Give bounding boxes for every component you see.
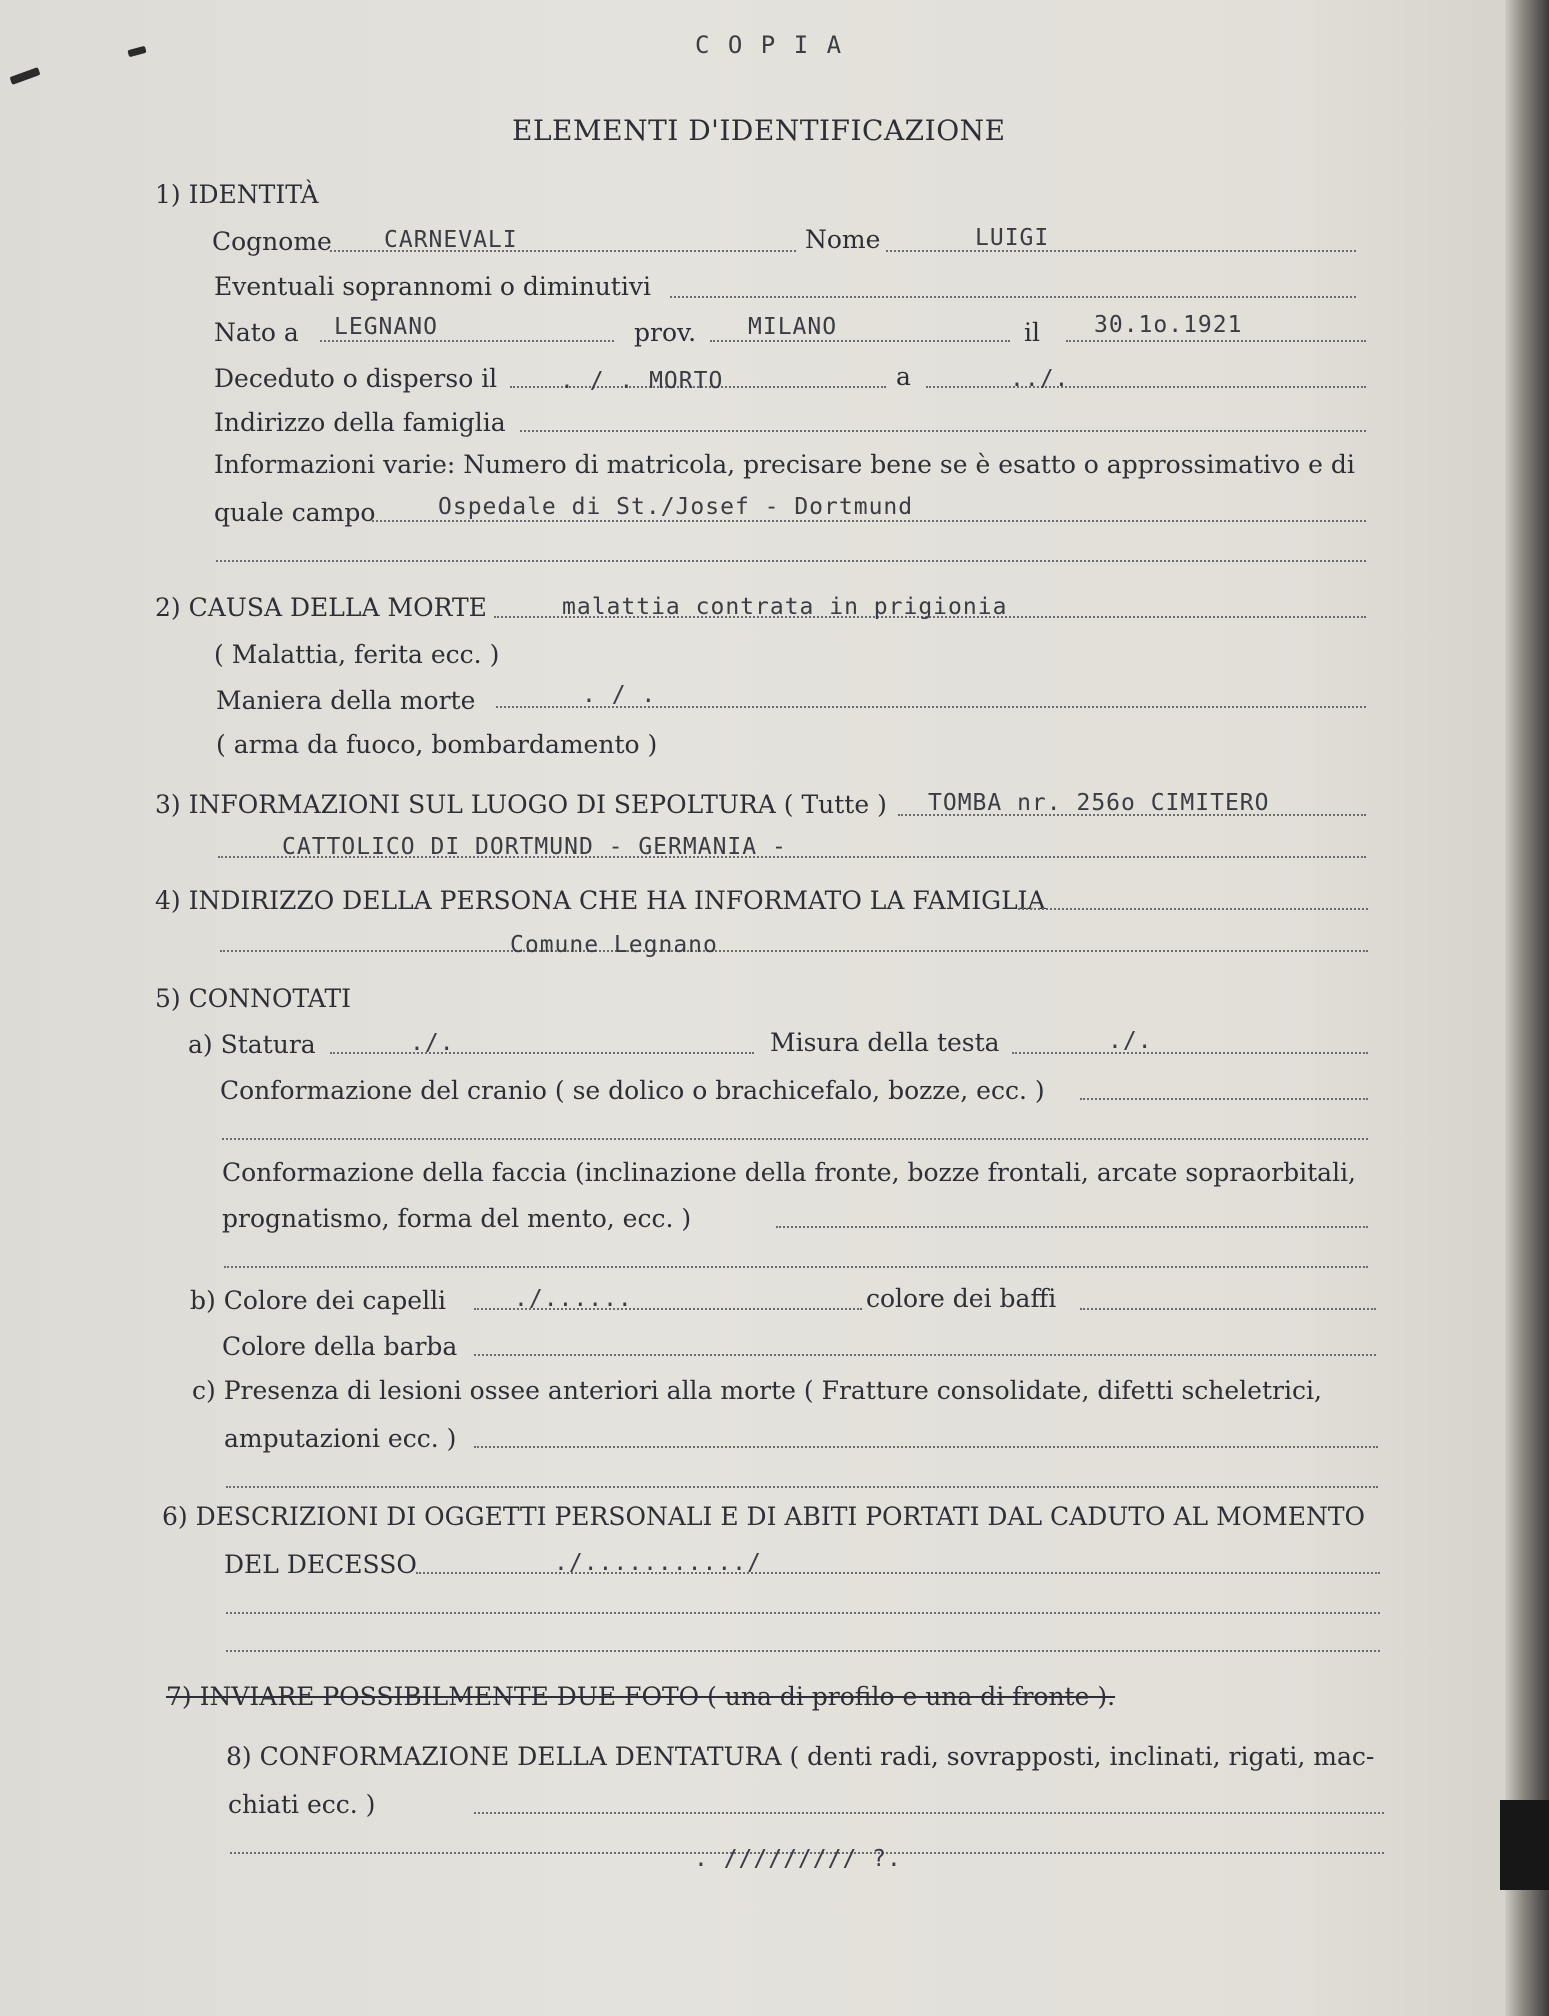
cranio-line-1	[1080, 1098, 1368, 1100]
section-3-heading: 3) INFORMAZIONI SUL LUOGO DI SEPOLTURA ( Tutte )	[155, 790, 887, 819]
section-1-heading: 1) IDENTITÀ	[155, 180, 319, 209]
info-varie-text: Informazioni varie: Numero di matricola, precisare bene se è esatto o approssimativo e di	[214, 450, 1355, 479]
dentatura-label: chiati ecc. )	[228, 1790, 376, 1819]
capelli-value: ./......	[514, 1286, 633, 1312]
barba-line	[474, 1354, 1376, 1356]
baffi-line	[1080, 1308, 1376, 1310]
nome-value: LUIGI	[975, 225, 1050, 251]
decesso-label: DEL DECESSO	[224, 1550, 417, 1579]
lesioni-line-1	[474, 1446, 1378, 1448]
il-line	[1066, 340, 1366, 342]
prov-label: prov.	[634, 318, 697, 347]
informante-value: Comune Legnano	[510, 932, 718, 958]
page-edge-shadow	[1505, 0, 1549, 2016]
causa-value: malattia contrata in prigionia	[562, 594, 1008, 620]
page-edge-notch	[1500, 1800, 1549, 1890]
soprannomi-label: Eventuali soprannomi o diminutivi	[214, 272, 651, 301]
nato-label: Nato a	[214, 318, 299, 347]
faccia-text-1: Conformazione della faccia (inclinazione della fronte, bozze frontali, arcate sopraorbitali,	[222, 1158, 1357, 1187]
section-6-heading: 6) DESCRIZIONI DI OGGETTI PERSONALI E DI ABITI PORTATI DAL CADUTO AL MOMENTO	[162, 1502, 1366, 1531]
baffi-label: colore dei baffi	[866, 1284, 1057, 1313]
campo-label: quale campo	[214, 498, 376, 527]
lesioni-text-1: c) Presenza di lesioni ossee anteriori alla morte ( Fratture consolidate, difetti scheletrici,	[192, 1376, 1322, 1405]
a-line	[926, 386, 1366, 388]
cranio-line-2	[222, 1138, 1368, 1140]
copia-header: C O P I A	[695, 31, 844, 59]
testa-label: Misura della testa	[770, 1028, 1000, 1057]
statura-value: ./.	[410, 1030, 455, 1056]
sepoltura-value-2: CATTOLICO DI DORTMUND - GERMANIA -	[282, 834, 787, 860]
oggetti-line-2	[226, 1612, 1380, 1614]
nato-value: LEGNANO	[334, 314, 438, 340]
barba-label: Colore della barba	[222, 1332, 458, 1361]
indirizzo-line	[520, 430, 1366, 432]
oggetti-line-3	[226, 1650, 1380, 1652]
statura-line	[330, 1052, 754, 1054]
section-5-heading: 5) CONNOTATI	[155, 984, 352, 1013]
nome-line	[886, 250, 1356, 252]
deceduto-value: . / . MORTO	[560, 368, 724, 394]
maniera-note: ( arma da fuoco, bombardamento )	[216, 730, 658, 759]
nome-label: Nome	[805, 225, 881, 254]
cognome-label: Cognome	[212, 227, 332, 256]
soprannomi-line	[670, 296, 1356, 298]
a-label: a	[896, 362, 911, 391]
faccia-line-2	[224, 1266, 1368, 1268]
cranio-label: Conformazione del cranio ( se dolico o brachicefalo, bozze, ecc. )	[220, 1076, 1045, 1105]
capelli-label: b) Colore dei capelli	[190, 1286, 447, 1315]
dentatura-line-1	[474, 1812, 1384, 1814]
informante-line-2	[220, 950, 1368, 952]
informante-line-1	[1018, 908, 1368, 910]
cognome-value: CARNEVALI	[384, 227, 518, 253]
maniera-label: Maniera della morte	[216, 686, 476, 715]
il-value: 30.1o.1921	[1094, 312, 1243, 338]
testa-line	[1012, 1052, 1368, 1054]
il-label: il	[1024, 318, 1040, 347]
faccia-text-2: prognatismo, forma del mento, ecc. )	[222, 1204, 692, 1233]
section-8-heading: 8) CONFORMAZIONE DELLA DENTATURA ( denti radi, sovrapposti, inclinati, rigati, mac-	[226, 1742, 1375, 1771]
causa-note: ( Malattia, ferita ecc. )	[214, 640, 500, 669]
indirizzo-label: Indirizzo della famiglia	[214, 408, 506, 437]
deceduto-label: Deceduto o disperso il	[214, 364, 498, 393]
form-title: ELEMENTI D'IDENTIFICAZIONE	[512, 114, 1006, 147]
faccia-line-1	[776, 1226, 1368, 1228]
campo-value: Ospedale di St./Josef - Dortmund	[438, 494, 914, 520]
testa-value: ./.	[1108, 1028, 1153, 1054]
sepoltura-value-1: TOMBA nr. 256o CIMITERO	[928, 790, 1270, 816]
maniera-value: . / .	[582, 682, 657, 708]
lesioni-text-2: amputazioni ecc. )	[224, 1424, 457, 1453]
statura-label: a) Statura	[188, 1030, 316, 1059]
section-2-heading: 2) CAUSA DELLA MORTE	[155, 593, 487, 622]
section-4-heading: 4) INDIRIZZO DELLA PERSONA CHE HA INFORMATO LA FAMIGLIA	[155, 886, 1046, 915]
section-7-struck-text: 7) INVIARE POSSIBILMENTE DUE FOTO ( una di profilo e una di fronte ).	[166, 1682, 1116, 1711]
oggetti-value: ./.........../	[554, 1550, 762, 1576]
blank-line	[216, 560, 1366, 562]
prov-value: MILANO	[748, 314, 838, 340]
dentatura-value: . ///////// ?.	[694, 1846, 902, 1872]
a-value: ../.	[1010, 366, 1070, 392]
lesioni-line-2	[226, 1486, 1378, 1488]
